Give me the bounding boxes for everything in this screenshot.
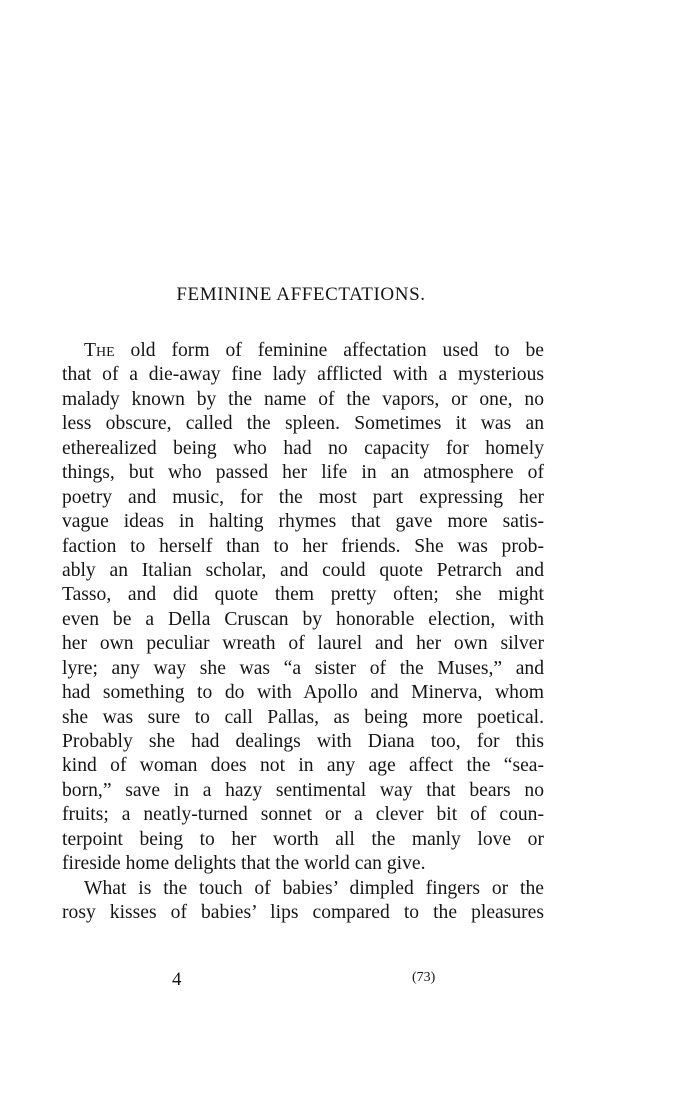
- page-number: (73): [412, 970, 436, 985]
- text-line: even be a Della Cruscan by honorable election, with: [62, 608, 544, 630]
- text-line: ably an Italian scholar, and could quote Petrarch and: [62, 559, 544, 581]
- drop-word: The: [84, 340, 115, 361]
- text-line: faction to herself than to her friends. She was prob-: [62, 535, 544, 557]
- text-line: vague ideas in halting rhymes that gave more satis-: [62, 511, 544, 533]
- text-line: [62, 339, 544, 363]
- text-line: born,” save in a hazy sentimental way that bears no: [62, 779, 544, 801]
- text-line: fireside home delights that the world can give.: [62, 853, 426, 875]
- text-line: terpoint being to her worth all the manly love or: [62, 828, 544, 850]
- text-line: she was sure to call Pallas, as being more poetical.: [62, 706, 544, 728]
- text-line: etherealized being who had no capacity for homely: [62, 437, 544, 459]
- text-line: What is the touch of babies’ dimpled fingers or the: [84, 877, 544, 899]
- text-line: kind of woman does not in any age affect the “sea-: [62, 755, 544, 777]
- signature-mark: 4: [172, 969, 182, 990]
- text-line: fruits; a neatly-turned sonnet or a clever bit of coun-: [62, 804, 544, 826]
- text-line: malady known by the name of the vapors, or one, no: [62, 388, 544, 410]
- text-line: had something to do with Apollo and Minerva, whom: [62, 682, 544, 704]
- text-line: lyre; any way she was “a sister of the Muses,” and: [62, 657, 544, 679]
- text-line: Tasso, and did quote them pretty often; she might: [62, 584, 544, 606]
- text-line: poetry and music, for the most part expressing her: [62, 486, 544, 508]
- text-line: things, but who passed her life in an atmosphere of: [62, 462, 544, 484]
- chapter-title: FEMININE AFFECTATIONS.: [176, 284, 426, 305]
- text-line: her own peculiar wreath of laurel and her own silver: [62, 633, 544, 655]
- text-line: rosy kisses of babies’ lips compared to the pleasures: [62, 902, 544, 924]
- text-line-content: old form of feminine affectation used to be: [114, 340, 544, 361]
- page-footer: [0, 969, 688, 991]
- text-line: Probably she had dealings with Diana too, for this: [62, 731, 544, 752]
- text-line: less obscure, called the spleen. Sometimes it was an: [62, 413, 544, 435]
- text-line: that of a die-away fine lady afflicted with a mysterious: [62, 364, 544, 386]
- body-text: [62, 339, 544, 926]
